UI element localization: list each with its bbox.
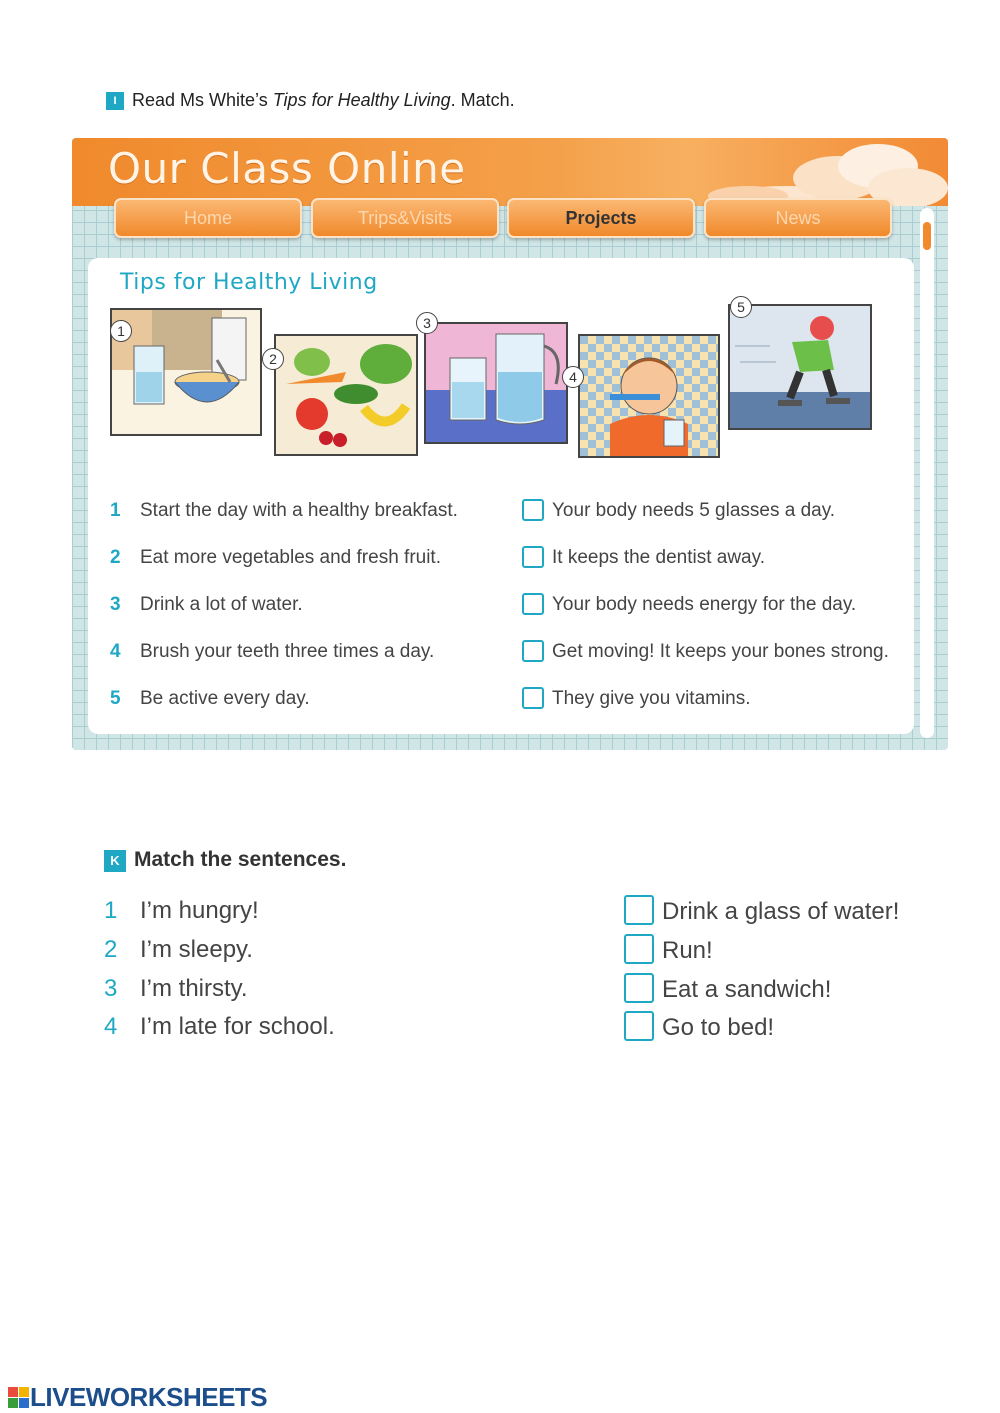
answer-box[interactable] — [522, 687, 544, 709]
reason-text: It keeps the dentist away. — [552, 547, 765, 568]
liveworksheets-logo[interactable] — [8, 1382, 268, 1412]
reason-item — [522, 640, 889, 663]
reason-text: Your body needs energy for the day. — [552, 594, 857, 615]
sentence-item — [104, 1013, 335, 1041]
vegetables-picture — [274, 334, 418, 456]
instruction-suffix: . Match. — [450, 90, 515, 110]
response-text: Eat a sandwich! — [662, 976, 832, 1003]
answer-box[interactable] — [624, 973, 654, 1003]
tab-home-label: Home — [183, 208, 232, 228]
tab-home[interactable] — [114, 198, 302, 238]
tip-text: Start the day with a healthy breakfast. — [140, 500, 458, 521]
site-title: Our Class Online — [108, 144, 466, 193]
reason-text: They give you vitamins. — [552, 688, 751, 709]
cloud-image — [648, 138, 948, 206]
reason-item — [522, 499, 835, 522]
panel-title: Tips for Healthy Living — [120, 270, 378, 295]
sentence-item — [104, 897, 259, 925]
tab-trips-visits-label: Trips&Visits — [357, 208, 453, 228]
teeth-picture — [578, 334, 720, 458]
tip-number: 4 — [110, 641, 121, 662]
sentence-number: 1 — [104, 897, 118, 924]
tip-number: 1 — [110, 500, 121, 521]
sentence-text: I’m hungry! — [140, 897, 259, 924]
reason-item — [522, 593, 856, 616]
tip-item — [110, 594, 303, 616]
tip-item — [110, 688, 310, 710]
sentence-number: 4 — [104, 1013, 118, 1040]
picture-number-5: 5 — [730, 296, 752, 318]
reason-text: Your body needs 5 glasses a day. — [552, 500, 836, 521]
section-k-text: Match the sentences. — [134, 848, 347, 871]
answer-box[interactable] — [624, 895, 654, 925]
response-text: Drink a glass of water! — [662, 898, 900, 925]
response-item — [624, 1011, 774, 1042]
picture-number-4: 4 — [562, 366, 584, 388]
picture-number-1: 1 — [110, 320, 132, 342]
sentence-text: I’m sleepy. — [140, 936, 253, 963]
tab-projects-label: Projects — [565, 208, 637, 228]
picture-number-3: 3 — [416, 312, 438, 334]
tip-item — [110, 500, 458, 522]
logo-blocks-icon — [8, 1387, 30, 1409]
section-k-instruction — [104, 848, 346, 872]
tab-news-label: News — [775, 208, 821, 228]
tip-number: 3 — [110, 594, 121, 615]
sentence-item — [104, 975, 248, 1003]
reason-item — [522, 687, 751, 710]
section-i-badge: I — [106, 92, 124, 110]
sentence-number: 2 — [104, 936, 118, 963]
section-i-instruction — [106, 90, 515, 111]
answer-box[interactable] — [624, 934, 654, 964]
reason-item — [522, 546, 765, 569]
tab-news[interactable] — [704, 198, 892, 238]
skater-picture — [728, 304, 872, 430]
sentence-item — [104, 936, 253, 964]
response-item — [624, 934, 713, 965]
tip-number: 2 — [110, 547, 121, 568]
scrollbar[interactable] — [920, 208, 934, 738]
response-item — [624, 895, 899, 926]
tip-text: Be active every day. — [140, 688, 310, 709]
scroll-thumb[interactable] — [923, 222, 931, 250]
section-k-badge: K — [104, 850, 126, 872]
response-text: Run! — [662, 937, 713, 964]
breakfast-picture — [110, 308, 262, 436]
sentence-text: I’m late for school. — [140, 1013, 335, 1040]
instruction-italic: Tips for Healthy Living — [272, 90, 451, 110]
answer-box[interactable] — [522, 546, 544, 568]
tip-number: 5 — [110, 688, 121, 709]
tip-item — [110, 641, 434, 663]
reason-text: Get moving! It keeps your bones strong. — [552, 641, 889, 662]
instruction-prefix: Read Ms White’s — [132, 90, 273, 110]
tab-projects[interactable] — [507, 198, 695, 238]
sentence-number: 3 — [104, 975, 118, 1002]
answer-box[interactable] — [522, 593, 544, 615]
tip-item — [110, 547, 441, 569]
tip-text: Eat more vegetables and fresh fruit. — [140, 547, 441, 568]
answer-box[interactable] — [522, 640, 544, 662]
tip-text: Brush your teeth three times a day. — [140, 641, 435, 662]
answer-box[interactable] — [522, 499, 544, 521]
sentence-text: I’m thirsty. — [140, 975, 248, 1002]
logo-text: LIVEWORKSHEETS — [30, 1382, 268, 1412]
water-picture — [424, 322, 568, 444]
answer-box[interactable] — [624, 1011, 654, 1041]
tip-text: Drink a lot of water. — [140, 594, 303, 615]
site-banner — [72, 138, 948, 206]
tab-trips-visits[interactable] — [311, 198, 499, 238]
response-text: Go to bed! — [662, 1014, 775, 1041]
picture-number-2: 2 — [262, 348, 284, 370]
response-item — [624, 973, 831, 1004]
